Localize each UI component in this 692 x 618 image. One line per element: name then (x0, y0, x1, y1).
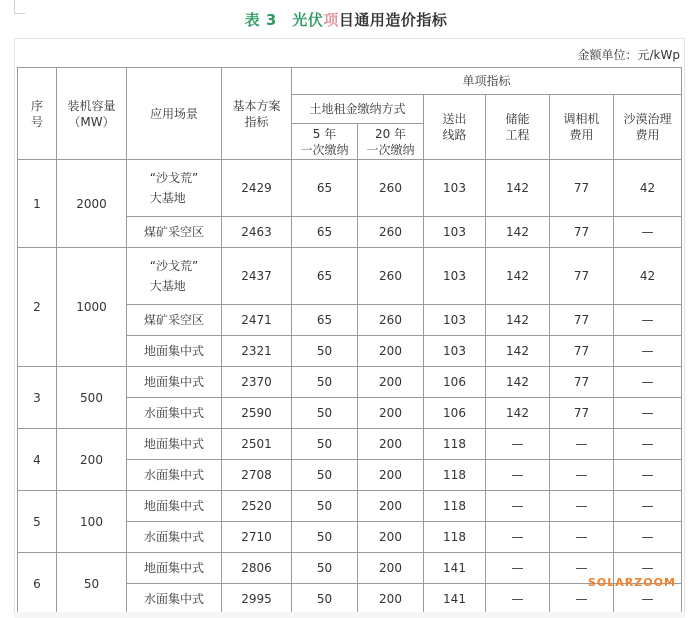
scene-label: 水面集中式 (143, 530, 204, 544)
table-row (18, 248, 682, 305)
cell-land20: 200 (358, 429, 424, 460)
scene-label: “沙戈荒” 大基地 (149, 259, 199, 293)
cell-condenser: 77 (550, 398, 614, 429)
header-transmit: 送出 线路 (424, 95, 486, 160)
cell-desert: — (614, 398, 682, 429)
cost-index-table (17, 67, 682, 615)
cell-condenser: — (550, 429, 614, 460)
cell-seq: 1 (18, 160, 57, 248)
cell-desert: — (614, 491, 682, 522)
cell-land5: 65 (292, 305, 358, 336)
scene-label: 地面集中式 (143, 499, 204, 513)
cell-storage: 142 (486, 336, 550, 367)
scene-label: 煤矿采空区 (143, 225, 204, 239)
cell-desert: — (614, 305, 682, 336)
cell-transmit: 103 (424, 160, 486, 217)
header-land: 土地租金缴纳方式 (292, 95, 424, 124)
cell-storage: 142 (486, 398, 550, 429)
cell-transmit: 103 (424, 305, 486, 336)
cell-desert: — (614, 429, 682, 460)
cell-base: 2590 (222, 398, 292, 429)
cell-scene (127, 522, 222, 553)
title-rest: 目通用造价指标 (338, 11, 448, 29)
cell-seq: 3 (18, 367, 57, 429)
header-storage: 储能 工程 (486, 95, 550, 160)
scene-label: 地面集中式 (143, 437, 204, 451)
cell-capacity: 200 (57, 429, 127, 491)
cell-land20: 200 (358, 584, 424, 615)
cell-base: 2429 (222, 160, 292, 217)
cell-land5: 65 (292, 248, 358, 305)
cell-scene (127, 429, 222, 460)
cell-land20: 260 (358, 248, 424, 305)
cell-condenser: 77 (550, 367, 614, 398)
cell-capacity: 100 (57, 491, 127, 553)
cell-base: 2520 (222, 491, 292, 522)
cell-storage: — (486, 491, 550, 522)
table-row (18, 160, 682, 217)
cell-desert: — (614, 367, 682, 398)
cell-scene (127, 553, 222, 584)
cell-scene (127, 367, 222, 398)
cell-transmit: 118 (424, 460, 486, 491)
cell-storage: 142 (486, 160, 550, 217)
cell-capacity: 50 (57, 553, 127, 615)
cell-desert: — (614, 584, 682, 615)
cell-scene (127, 248, 222, 305)
scene-label: 水面集中式 (143, 468, 204, 482)
cell-capacity: 1000 (57, 248, 127, 367)
cell-land20: 200 (358, 398, 424, 429)
header-single: 单项指标 (292, 68, 682, 95)
cell-condenser: 77 (550, 336, 614, 367)
cell-transmit: 103 (424, 336, 486, 367)
header-seq: 序 号 (18, 68, 57, 160)
cell-scene (127, 584, 222, 615)
cell-base: 2463 (222, 217, 292, 248)
cell-transmit: 141 (424, 584, 486, 615)
cell-land20: 260 (358, 217, 424, 248)
scene-label: 煤矿采空区 (143, 313, 204, 327)
frame-left-line (14, 38, 15, 618)
frame-top-line (14, 38, 684, 39)
cell-base: 2471 (222, 305, 292, 336)
cell-storage: 142 (486, 217, 550, 248)
cell-land20: 260 (358, 305, 424, 336)
cell-scene (127, 460, 222, 491)
cell-base: 2708 (222, 460, 292, 491)
cell-desert: — (614, 217, 682, 248)
table-row (18, 491, 682, 522)
cell-scene (127, 160, 222, 217)
cell-desert: 42 (614, 160, 682, 217)
cell-scene (127, 398, 222, 429)
cell-land20: 200 (358, 491, 424, 522)
header-desert: 沙漠治理 费用 (614, 95, 682, 160)
cell-land5: 50 (292, 398, 358, 429)
cell-transmit: 118 (424, 491, 486, 522)
cell-storage: 142 (486, 305, 550, 336)
cell-land5: 50 (292, 553, 358, 584)
cell-land5: 65 (292, 160, 358, 217)
cell-transmit: 103 (424, 248, 486, 305)
cell-condenser: — (550, 491, 614, 522)
cell-land20: 200 (358, 367, 424, 398)
cell-scene (127, 336, 222, 367)
cell-land5: 65 (292, 217, 358, 248)
cell-condenser: — (550, 584, 614, 615)
cell-storage: — (486, 460, 550, 491)
cell-transmit: 118 (424, 429, 486, 460)
cell-land20: 200 (358, 522, 424, 553)
scene-label: 水面集中式 (143, 592, 204, 606)
solarzoom-watermark: SOLARZOOM (588, 576, 676, 589)
table-row (18, 367, 682, 398)
cell-transmit: 106 (424, 367, 486, 398)
cell-desert: — (614, 553, 682, 584)
cell-land5: 50 (292, 522, 358, 553)
cell-capacity: 2000 (57, 160, 127, 248)
cell-seq: 2 (18, 248, 57, 367)
frame-right-line (684, 38, 685, 618)
cell-desert: — (614, 336, 682, 367)
scene-label: “沙戈荒” 大基地 (149, 171, 199, 205)
cell-land20: 200 (358, 460, 424, 491)
cell-transmit: 103 (424, 217, 486, 248)
cell-land5: 50 (292, 491, 358, 522)
cell-condenser: 77 (550, 248, 614, 305)
cell-capacity: 500 (57, 367, 127, 429)
cell-storage: — (486, 553, 550, 584)
cell-condenser: — (550, 553, 614, 584)
cell-condenser: 77 (550, 160, 614, 217)
cell-land5: 50 (292, 460, 358, 491)
table-row (18, 429, 682, 460)
cell-base: 2501 (222, 429, 292, 460)
cell-scene (127, 305, 222, 336)
cell-base: 2710 (222, 522, 292, 553)
cell-land5: 50 (292, 367, 358, 398)
header-capacity: 装机容量 （MW） (57, 68, 127, 160)
header-row-1 (18, 68, 682, 95)
scene-label: 地面集中式 (143, 344, 204, 358)
cell-condenser: — (550, 522, 614, 553)
cell-storage: 142 (486, 367, 550, 398)
cell-storage: — (486, 522, 550, 553)
header-condenser: 调相机 费用 (550, 95, 614, 160)
cell-base: 2321 (222, 336, 292, 367)
cell-transmit: 106 (424, 398, 486, 429)
unit-note: 金额单位：元/kWp (577, 48, 680, 62)
scene-label: 水面集中式 (143, 406, 204, 420)
cell-transmit: 118 (424, 522, 486, 553)
scene-label: 地面集中式 (143, 561, 204, 575)
cell-land5: 50 (292, 584, 358, 615)
scene-label: 地面集中式 (143, 375, 204, 389)
cell-seq: 4 (18, 429, 57, 491)
cell-desert: — (614, 522, 682, 553)
cell-condenser: 77 (550, 217, 614, 248)
cell-transmit: 141 (424, 553, 486, 584)
cell-condenser: 77 (550, 305, 614, 336)
cell-desert: 42 (614, 248, 682, 305)
cell-land20: 260 (358, 160, 424, 217)
header-base: 基本方案 指标 (222, 68, 292, 160)
cell-land20: 200 (358, 553, 424, 584)
cell-seq: 6 (18, 553, 57, 615)
cell-storage: — (486, 429, 550, 460)
header-land-20yr: 20 年 一次缴纳 (358, 124, 424, 160)
cell-land5: 50 (292, 429, 358, 460)
cell-condenser: — (550, 460, 614, 491)
table-row (18, 553, 682, 584)
cell-base: 2437 (222, 248, 292, 305)
cell-base: 2995 (222, 584, 292, 615)
cell-storage: — (486, 584, 550, 615)
cell-base: 2806 (222, 553, 292, 584)
title-prefix: 表 3 光伏 (244, 11, 324, 29)
header-scene: 应用场景 (127, 68, 222, 160)
cell-storage: 142 (486, 248, 550, 305)
cell-base: 2370 (222, 367, 292, 398)
cell-land20: 200 (358, 336, 424, 367)
table-title (0, 9, 692, 30)
cell-desert: — (614, 460, 682, 491)
bottom-edge (14, 612, 685, 618)
header-land-5yr: 5 年 一次缴纳 (292, 124, 358, 160)
cell-seq: 5 (18, 491, 57, 553)
cell-land5: 50 (292, 336, 358, 367)
title-faded-char: 项 (323, 11, 339, 29)
cell-scene (127, 217, 222, 248)
cell-scene (127, 491, 222, 522)
